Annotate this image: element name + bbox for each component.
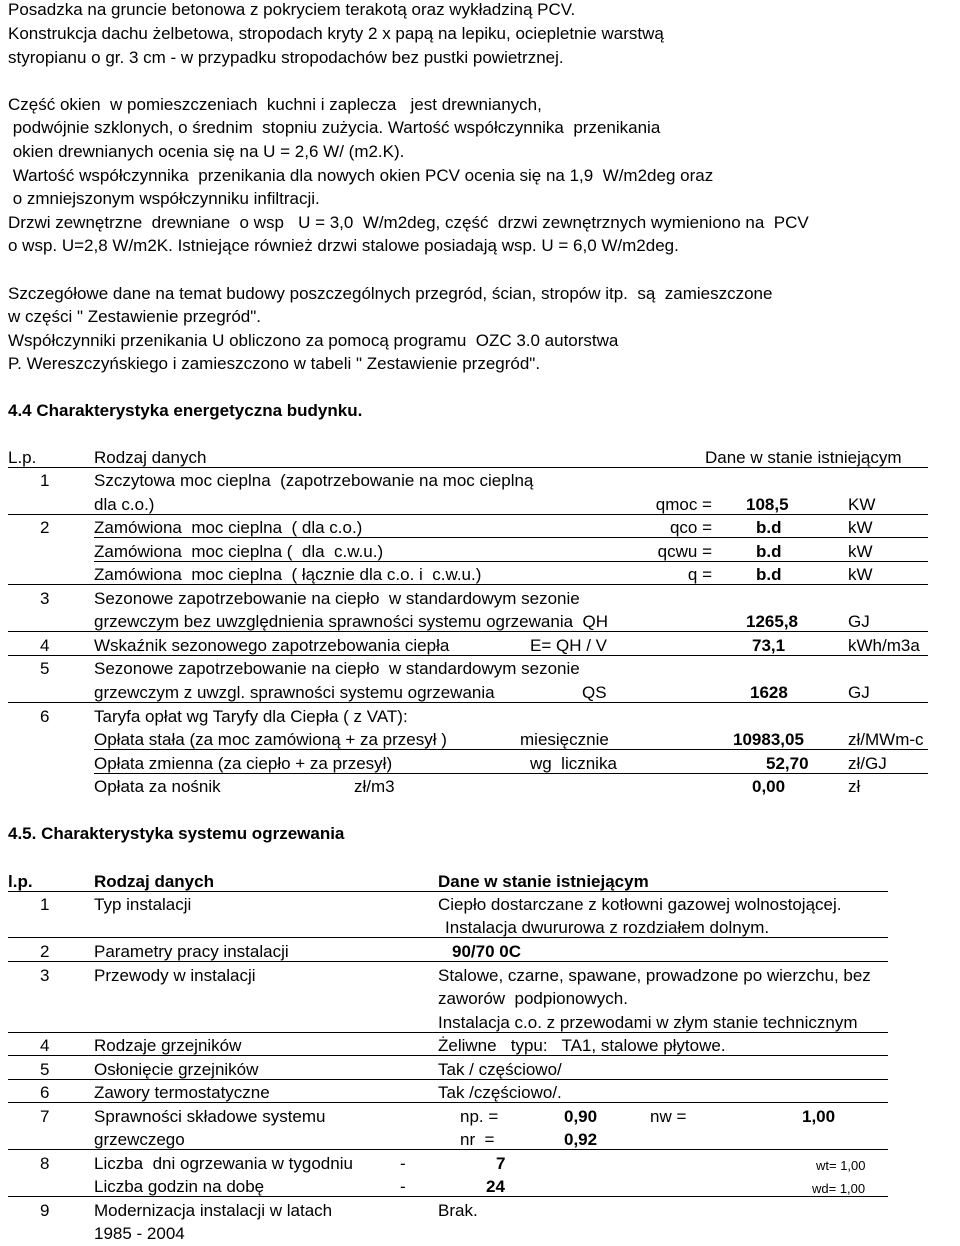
column-header-dane: Dane w stanie istniejącym [705, 448, 902, 467]
row-symbol: np. = [460, 1107, 499, 1126]
row-label: Opłata za nośnik [94, 777, 221, 796]
row-label: Modernizacja instalacji w latach [94, 1201, 333, 1220]
row-number: 5 [40, 659, 50, 678]
row-value: Stalowe, czarne, spawane, prowadzone po wierzchu, bez [438, 966, 871, 985]
header-underline [8, 467, 928, 468]
row-number: 1 [40, 895, 50, 914]
intro-line: okien drewnianych ocenia się na U = 2,6 W/ (m2.K). [8, 142, 405, 161]
row-label: Zamówiona moc cieplna ( dla c.o.) [94, 518, 363, 537]
intro-line: Wartość współczynnika przenikania dla nowych okien PCV ocenia się na 1,9 W/m2deg oraz [8, 166, 714, 185]
row-label: Sezonowe zapotrzebowanie na ciepło w standardowym sezonie [94, 659, 580, 678]
row-unit: zł/GJ [848, 754, 887, 773]
row-label: Opłata zmienna (za ciepło + za przesył) [94, 754, 393, 773]
row-label: Parametry pracy instalacji [94, 942, 289, 961]
row-value: zaworów podpionowych. [438, 989, 628, 1008]
row-label: Taryfa opłat wg Taryfy dla Ciepła ( z VAT): [94, 707, 408, 726]
row-value: 1265,8 [746, 612, 798, 631]
row-value: b.d [756, 518, 782, 537]
row-unit: zł/MWm-c [848, 730, 924, 749]
row-separator [8, 584, 928, 585]
row-separator [8, 961, 888, 962]
row-label: grzewczym z uwzgl. sprawności systemu ogrzewania [94, 683, 495, 702]
section-title: 4.4 Charakterystyka energetyczna budynku. [8, 401, 363, 420]
row-label: Osłonięcie grzejników [94, 1060, 259, 1079]
row-value: 0,92 [564, 1130, 598, 1149]
row-period: wg licznika [530, 754, 617, 773]
row-label: Zawory termostatyczne [94, 1083, 270, 1102]
row-label: Rodzaje grzejników [94, 1036, 242, 1055]
row-value: b.d [756, 565, 782, 584]
row-label: Szczytowa moc cieplna (zapotrzebowanie na moc cieplną [94, 471, 534, 490]
intro-line: podwójnie szklonych, o średnim stopniu zużycia. Wartość współczynnika przenikania [8, 118, 661, 137]
row-number: 2 [40, 518, 50, 537]
row-number: 9 [40, 1201, 50, 1220]
row-separator [94, 537, 928, 538]
row-number: 3 [40, 589, 50, 608]
row-separator [94, 561, 928, 562]
row-label: Przewody w instalacji [94, 966, 256, 985]
row-number: 4 [40, 1036, 50, 1055]
intro-line: Drzwi zewnętrzne drewniane o wsp U = 3,0 W/m2deg, część drzwi zewnętrznych wymieniono na PCV [8, 213, 809, 232]
row-value: 24 [486, 1177, 505, 1196]
row-unit: KW [848, 495, 876, 514]
row-separator [8, 514, 928, 515]
row-label: Liczba dni ogrzewania w tygodniu [94, 1154, 353, 1173]
row-dash: - [400, 1177, 406, 1196]
row-value: wd= 1,00 [812, 1181, 866, 1196]
row-symbol: qcwu = [657, 542, 712, 561]
row-value: b.d [756, 542, 782, 561]
row-symbol: QS [582, 683, 607, 702]
row-number: 4 [40, 636, 50, 655]
row-value: Instalacja c.o. z przewodami w złym stanie technicznym [438, 1013, 858, 1032]
row-number: 2 [40, 942, 50, 961]
row-value: Żeliwne typu: TA1, stalowe płytowe. [438, 1036, 726, 1055]
row-symbol: q = [687, 565, 712, 584]
row-dash: - [400, 1154, 406, 1173]
row-unit: GJ [848, 683, 870, 702]
row-symbol: nw = [650, 1107, 687, 1126]
intro-line: P. Wereszczyńskiego i zamieszczono w tabeli " Zestawienie przegród". [8, 354, 541, 373]
row-separator [8, 937, 888, 938]
row-label: grzewczego [94, 1130, 185, 1149]
row-unit: zł [848, 777, 861, 796]
row-separator [94, 773, 928, 774]
row-label: Sprawności składowe systemu [94, 1107, 326, 1126]
row-number: 5 [40, 1060, 50, 1079]
row-number: 6 [40, 707, 50, 726]
row-label: Wskaźnik sezonowego zapotrzebowania ciepła [94, 636, 450, 655]
row-separator [8, 702, 928, 703]
row-unit: kW [848, 518, 873, 537]
row-label: 1985 - 2004 [94, 1224, 185, 1243]
row-label: grzewczym bez uwzględnienia sprawności systemu ogrzewania QH [94, 612, 608, 631]
row-separator [8, 1149, 888, 1150]
row-label: Liczba godzin na dobę [94, 1177, 265, 1196]
row-label: Opłata stała (za moc zamówioną + za przesył ) [94, 730, 447, 749]
intro-line: o wsp. U=2,8 W/m2K. Istniejące również drzwi stalowe posiadają wsp. U = 6,0 W/m2deg. [8, 236, 679, 255]
row-number: 8 [40, 1154, 50, 1173]
row-label: Typ instalacji [94, 895, 192, 914]
row-value: Tak / częściowo/ [438, 1060, 562, 1079]
row-formula: E= QH / V [530, 636, 607, 655]
row-separator [8, 1196, 888, 1197]
row-separator [8, 655, 928, 656]
intro-line: Szczegółowe dane na temat budowy poszczególnych przegród, ścian, stropów itp. są zamieszczone [8, 284, 773, 303]
row-value: 90/70 0C [452, 942, 521, 961]
column-header-rodzaj: Rodzaj danych [94, 872, 214, 891]
row-number: 6 [40, 1083, 50, 1102]
row-symbol: nr = [460, 1130, 495, 1149]
intro-line: Posadzka na gruncie betonowa z pokryciem terakotą oraz wykładziną PCV. [8, 0, 576, 19]
column-header-lp: l.p. [8, 872, 33, 891]
row-value: 1,00 [802, 1107, 836, 1126]
column-header-rodzaj: Rodzaj danych [94, 448, 207, 467]
row-symbol: qmoc = [655, 495, 712, 514]
row-number: 1 [40, 471, 50, 490]
row-value: 108,5 [746, 495, 789, 514]
row-unit: GJ [848, 612, 870, 631]
row-value: Brak. [438, 1201, 478, 1220]
column-header-dane: Dane w stanie istniejącym [438, 872, 649, 891]
section-title: 4.5. Charakterystyka systemu ogrzewania [8, 824, 345, 843]
row-value: 7 [496, 1154, 506, 1173]
column-header-lp: L.p. [8, 448, 37, 467]
row-separator [8, 1032, 888, 1033]
row-value: 0,00 [752, 777, 786, 796]
row-separator [8, 1079, 888, 1080]
row-separator [8, 1102, 888, 1103]
intro-line: Konstrukcja dachu żelbetowa, stropodach kryty 2 x papą na lepiku, ociepletnie warstwą [8, 24, 664, 43]
row-value: Tak /częściowo/. [438, 1083, 562, 1102]
row-separator [94, 749, 928, 750]
row-unit: kW [848, 565, 873, 584]
intro-line: o zmniejszonym współczynniku infiltracji. [8, 189, 320, 208]
row-period: zł/m3 [354, 777, 395, 796]
row-unit: kW [848, 542, 873, 561]
row-value: 73,1 [752, 636, 786, 655]
row-value: Ciepło dostarczane z kotłowni gazowej wolnostojącej. [438, 895, 842, 914]
row-label: Zamówiona moc cieplna ( łącznie dla c.o. i c.w.u.) [94, 565, 482, 584]
row-symbol: qco = [669, 518, 712, 537]
intro-line: w części " Zestawienie przegród". [8, 307, 261, 326]
row-value: 0,90 [564, 1107, 598, 1126]
row-value: 10983,05 [733, 730, 804, 749]
intro-line: styropianu o gr. 3 cm - w przypadku stropodachów bez pustki powietrznej. [8, 48, 564, 67]
row-value: 52,70 [766, 754, 809, 773]
header-underline [8, 891, 888, 892]
row-value: Instalacja dwururowa z rozdziałem dolnym. [445, 918, 770, 937]
row-separator [8, 631, 928, 632]
row-unit: kWh/m3a [848, 636, 920, 655]
row-period: miesięcznie [520, 730, 609, 749]
intro-line: Współczynniki przenikania U obliczono za pomocą programu OZC 3.0 autorstwa [8, 331, 619, 350]
row-separator [8, 1055, 888, 1056]
row-number: 7 [40, 1107, 50, 1126]
row-label: Zamówiona moc cieplna ( dla c.w.u.) [94, 542, 384, 561]
row-label: dla c.o.) [94, 495, 155, 514]
row-value: 1628 [750, 683, 788, 702]
row-number: 3 [40, 966, 50, 985]
row-label: Sezonowe zapotrzebowanie na ciepło w standardowym sezonie [94, 589, 580, 608]
row-value: wt= 1,00 [816, 1158, 866, 1173]
intro-line: Część okien w pomieszczeniach kuchni i zaplecza jest drewnianych, [8, 95, 542, 114]
